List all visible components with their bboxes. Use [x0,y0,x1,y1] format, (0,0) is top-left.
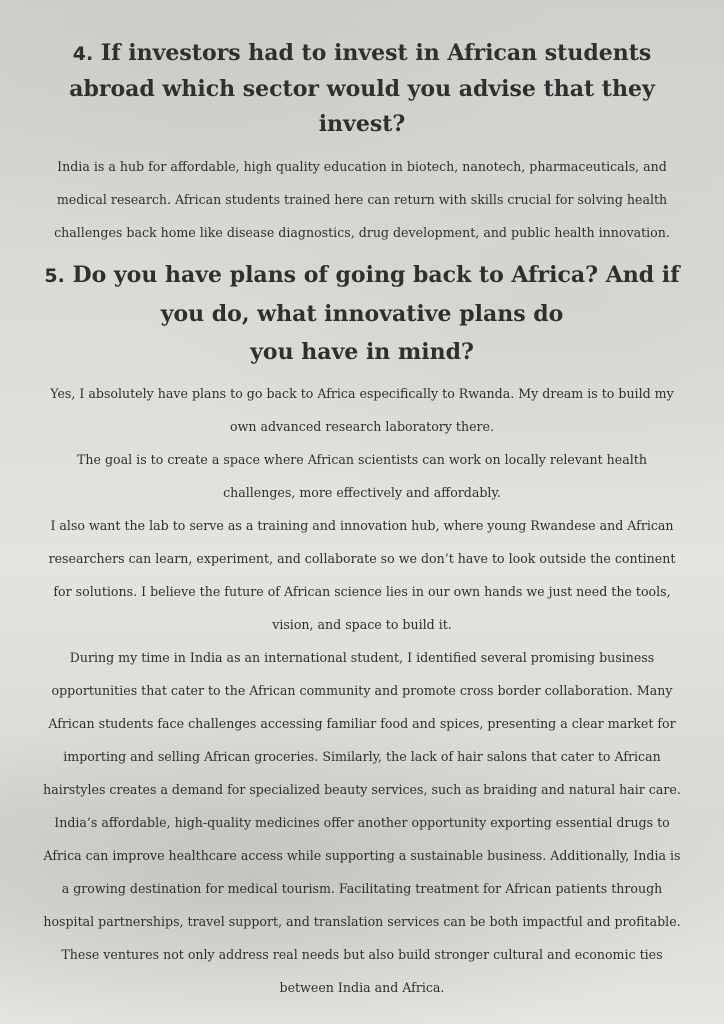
question-5-line-1: Do you have plans of going back to Africa? And if [72,262,680,288]
answer-5-paragraph-4: During my time in India as an international student, I identified several promising business opportunities that cater to the African community and promote cross border collaboration. Many African students face challenges accessing familiar food and spices, presenting a clear market for importing and selling African groceries. Similarly, the lack of hair salons that cater to African hairstyles creates a demand for specialized beauty services, such as braiding and natural hair care. India’s affordable, high-quality medicines offer another opportunity exporting essential drugs to Africa can improve healthcare access while supporting a sustainable business. Additionally, India is a growing destination for medical tourism. Facilitating treatment for African patients through hospital partnerships, travel support, and translation services can be both impactful and profitable. These ventures not only address real needs but also build stronger cultural and economic ties between India and Africa. [43,650,681,995]
answer-4-paragraph: India is a hub for affordable, high quality education in biotech, nanotech, pharmaceuticals, and medical research. African students trained here can return with skills crucial for solving health challenges back home like disease diagnostics, drug development, and public health innovation. [54,159,670,240]
question-5-number: 5. [44,265,65,287]
question-4-text: If investors had to invest in African students abroad which sector would you advise that they invest? [69,40,655,137]
question-4-heading [40,36,684,142]
answer-5-paragraph-2: The goal is to create a space where African scientists can work on locally relevant health challenges, more effectively and affordably. [77,452,647,500]
answer-5-paragraph-1: Yes, I absolutely have plans to go back to Africa especifically to Rwanda. My dream is to build my own advanced research laboratory there. [50,386,674,434]
question-4-section [40,36,684,249]
question-5-section [40,256,684,1004]
question-5-heading [40,256,684,371]
answer-5-paragraph-3: I also want the lab to serve as a training and innovation hub, where young Rwandese and African researchers can learn, experiment, and collaborate so we don’t have to look outside the continent for solutions. I believe the future of African science lies in our own hands we just need the tools, vision, and space to build it. [48,518,676,632]
question-5-line-2: you do, what innovative plans do [160,301,564,327]
question-5-line-3: you have in mind? [250,339,474,365]
question-4-number: 4. [72,43,94,65]
